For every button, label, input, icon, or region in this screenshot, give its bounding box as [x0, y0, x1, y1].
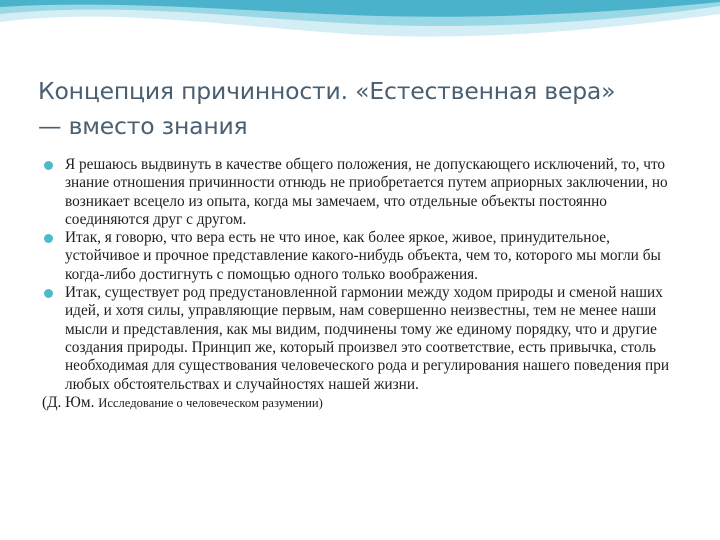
slide-title [38, 74, 698, 144]
citation-author: (Д. Юм. [42, 393, 95, 411]
bullet-item [42, 229, 688, 284]
citation [42, 394, 688, 412]
bullet-dot-icon [44, 234, 53, 243]
bullet-dot-icon [44, 161, 53, 170]
bullet-item [42, 284, 688, 394]
header-wave-decoration [0, 0, 720, 60]
title-line-2: — вместо знания [38, 112, 248, 140]
bullet-item [42, 156, 688, 229]
bullet-text: Я решаюсь выдвинуть в качестве общего положения, не допускающего исключений, то, что знание отношения причинности отнюдь не приобретается путем априорных заключении, но возникает всецело из опыта, когда мы замечаем, что отдельные объекты постоянно соединяются друг с другом. [65, 156, 668, 228]
slide-content [42, 156, 688, 412]
title-line-1: Концепция причинности. «Естественная вера» [38, 77, 616, 105]
bullet-dot-icon [44, 289, 53, 298]
bullet-text: Итак, существует род предустановленной гармонии между ходом природы и сменой наших идей, и хотя силы, управляющие первым, нам совершенно неизвестны, тем не менее наши мысли и представления, как мы видим, подчинены тому же единому порядку, что и другие создания природы. Принцип же, который произвел это соответствие, есть привычка, столь необходимая для существования человеческого рода и регулирования нашего поведения при любых обстоятельствах и случайностях нашей жизни. [65, 284, 670, 393]
bullet-text: Итак, я говорю, что вера есть не что иное, как более яркое, живое, принудительное, устойчивое и прочное представление какого-нибудь объекта, чем то, которого мы могли бы когда-либо достигнуть с помощью одного только воображения. [65, 229, 661, 283]
citation-work: Исследование о человеческом разумении) [98, 395, 323, 410]
